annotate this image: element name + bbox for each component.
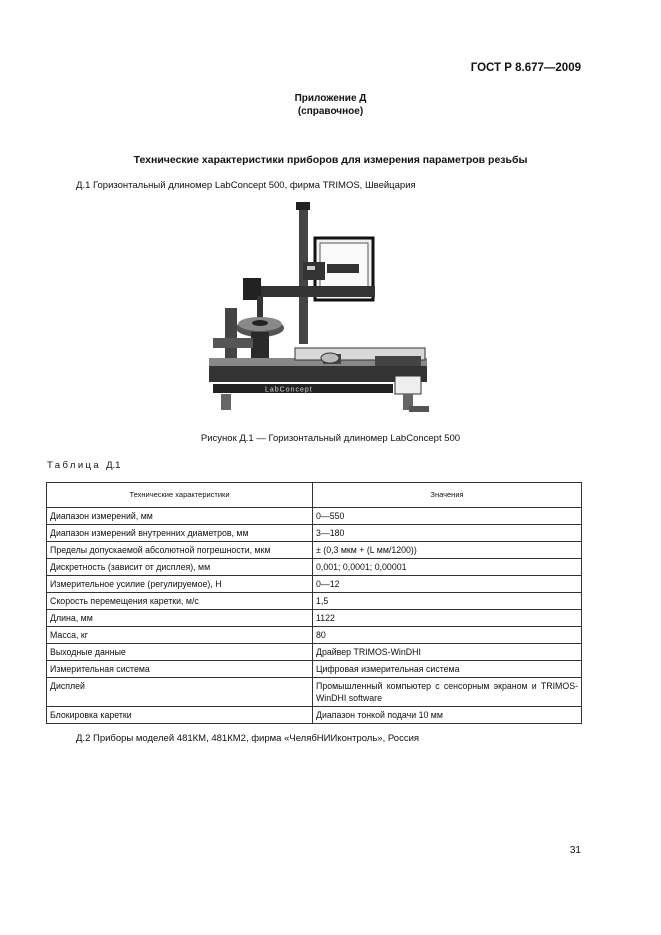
annex-title: Приложение Д: [294, 93, 367, 104]
table-row: [47, 542, 582, 559]
value-cell: 1122: [313, 610, 582, 627]
value-cell: 1,5: [313, 593, 582, 610]
table-row: [47, 576, 582, 593]
paragraph-d1: Д.1 Горизонтальный длиномер LabConcept 500, фирма TRIMOS, Швейцария: [76, 180, 416, 191]
value-cell: Промышленный компьютер с сенсорным экраном и TRIMOS-WinDHI software: [313, 678, 582, 707]
value-cell: 0—12: [313, 576, 582, 593]
table-row: [47, 508, 582, 525]
table-label-prefix: Таблица: [47, 460, 102, 471]
header-values: Значения: [313, 483, 582, 508]
table-row: [47, 525, 582, 542]
param-cell: Измерительное усилие (регулируемое), Н: [47, 576, 313, 593]
standard-number: ГОСТ Р 8.677—2009: [470, 62, 581, 74]
table-row: [47, 661, 582, 678]
param-cell: Блокировка каретки: [47, 707, 313, 724]
value-cell: ± (0,3 мкм + (L мм/1200)): [313, 542, 582, 559]
table-row: [47, 627, 582, 644]
figure-caption: Рисунок Д.1 — Горизонтальный длиномер LabConcept 500: [200, 433, 461, 444]
table-row: [47, 707, 582, 724]
value-cell: 80: [313, 627, 582, 644]
annex-note: (справочное): [297, 106, 364, 117]
table-row: [47, 610, 582, 627]
value-cell: Диапазон тонкой подачи 10 мм: [313, 707, 582, 724]
table-row: [47, 559, 582, 576]
page-number: 31: [569, 845, 581, 856]
specifications-table: [46, 482, 582, 724]
section-title: Технические характеристики приборов для измерения параметров резьбы: [133, 154, 528, 166]
param-cell: Дискретность (зависит от дисплея), мм: [47, 559, 313, 576]
param-cell: Выходные данные: [47, 644, 313, 661]
table-label: [47, 460, 120, 471]
value-cell: Драйвер TRIMOS-WinDHI: [313, 644, 582, 661]
device-photo: [195, 198, 435, 426]
device-illustration: [195, 198, 435, 426]
table-label-number: Д.1: [106, 460, 121, 471]
param-cell: Длина, мм: [47, 610, 313, 627]
table-row: [47, 593, 582, 610]
brand-label: LabConcept: [265, 386, 313, 394]
param-cell: Скорость перемещения каретки, м/с: [47, 593, 313, 610]
param-cell: Диапазон измерений внутренних диаметров, мм: [47, 525, 313, 542]
value-cell: 0—550: [313, 508, 582, 525]
param-cell: Диапазон измерений, мм: [47, 508, 313, 525]
table-row: [47, 644, 582, 661]
value-cell: 3—180: [313, 525, 582, 542]
table-row: [47, 678, 582, 707]
param-cell: Масса, кг: [47, 627, 313, 644]
param-cell: Измерительная система: [47, 661, 313, 678]
value-cell: 0,001; 0,0001; 0,00001: [313, 559, 582, 576]
param-cell: Пределы допускаемой абсолютной погрешности, мкм: [47, 542, 313, 559]
header-characteristics: Технические характеристики: [47, 483, 313, 508]
value-cell: Цифровая измерительная система: [313, 661, 582, 678]
paragraph-d2: Д.2 Приборы моделей 481КМ, 481КМ2, фирма «ЧелябНИИконтроль», Россия: [76, 733, 420, 744]
annex-heading: [0, 92, 661, 118]
param-cell: Дисплей: [47, 678, 313, 707]
table-header-row: [47, 483, 582, 508]
